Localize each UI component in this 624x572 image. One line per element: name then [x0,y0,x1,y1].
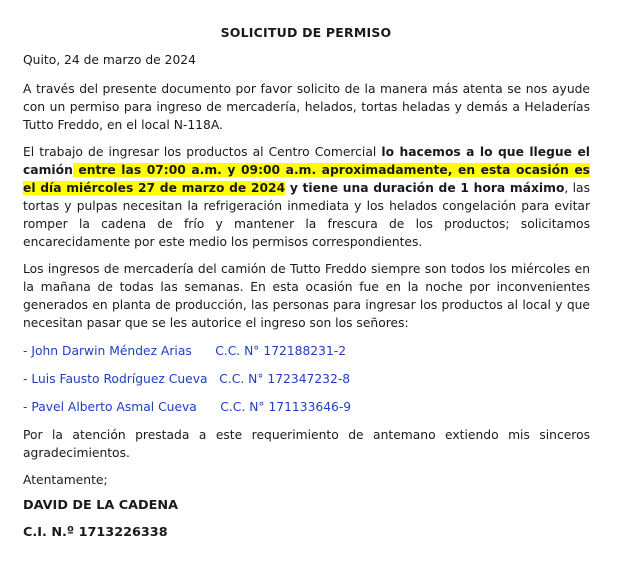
person-line: - John Darwin Méndez Arias C.C. N° 172188231-2 [23,344,347,358]
signer-name: DAVID DE LA CADENA [23,498,179,513]
person-line: - Pavel Alberto Asmal Cueva C.C. N° 171133646-9 [23,400,352,414]
schedule-text-end: , las tortas y pulpas necesitan la refrigeración inmediata y los helados congelación para evitar romper la cadena de frío y mantener la frescura de los productos; solicitamos encarecidamente por este medio los permisos correspondientes. [23,181,590,249]
closing-text: Atentamente; [23,473,108,487]
schedule-text-start: El trabajo de ingresar los productos al Centro Comercial [23,145,382,159]
person-line: - Luis Fausto Rodríguez Cueva C.C. N° 172347232-8 [23,372,351,386]
schedule-paragraph [23,143,590,251]
intro-paragraph: A través del presente documento por favor solicito de la manera más atenta se nos ayude con un permiso para ingreso de mercadería, helados, tortas heladas y demás a Heladerías Tutto Freddo, en el local N-118A. [23,82,590,132]
thanks-paragraph: Por la atención prestada a este requerimiento de antemano extiendo mis sinceros agradecimientos. [23,428,590,460]
schedule-highlighted-time: entre las 07:00 a.m. y 09:00 a.m. aproximadamente, en esta ocasión es el día miércoles 27 de marzo de 2024 [23,163,590,195]
place-date: Quito, 24 de marzo de 2024 [23,53,196,67]
people-intro-paragraph: Los ingresos de mercadería del camión de Tutto Freddo siempre son todos los miércoles en la mañana de todas las semanas. En esta ocasión fue en la noche por inconvenientes generados en planta de producción, las personas para ingresar los productos al local y que necesitan pasar que se les autorice el ingreso son los señores: [23,262,590,330]
schedule-bold-duration: y tiene una duración de 1 hora máximo [285,181,565,195]
schedule-bold-truck: lo hacemos a lo que llegue el camión [23,145,590,177]
signer-id: C.I. N.º 1713226338 [23,525,168,540]
document-title: SOLICITUD DE PERMISO [220,25,392,40]
